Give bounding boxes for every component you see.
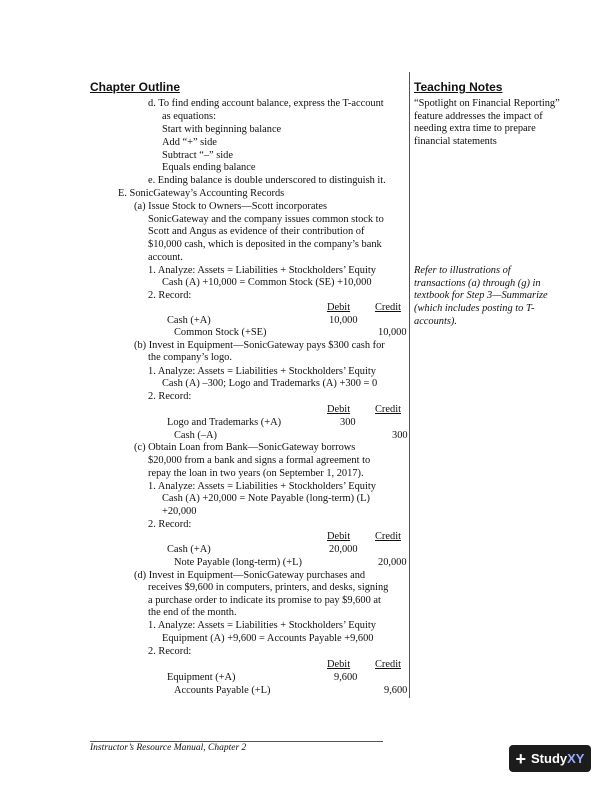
footer-rule (90, 741, 383, 742)
transaction-d-title: (d) Invest in Equipment—SonicGateway purchases and (134, 570, 366, 581)
debit-header: Debit (327, 302, 351, 313)
record-step: 2. Record: (148, 646, 192, 657)
analyze-step: 1. Analyze: Assets = Liabilities + Stockholders’ Equity (148, 366, 376, 377)
footer-text: Instructor’s Resource Manual, Chapter 2 (90, 743, 247, 753)
journal-credit-account: Accounts Payable (+L) (174, 685, 271, 696)
record-step: 2. Record: (148, 391, 192, 402)
analyze-equation: Equipment (A) +9,600 = Accounts Payable +9,600 (162, 633, 374, 644)
transaction-b-title: (b) Invest in Equipment—SonicGateway pays $300 cash for (134, 340, 385, 351)
analyze-equation: Cash (A) +20,000 = Note Payable (long-term) (L) (162, 493, 370, 504)
outline-text: Start with beginning balance (162, 124, 282, 135)
plus-icon: + (515, 748, 527, 769)
outline-text: receives $9,600 in computers, printers, and desks, signing (148, 582, 389, 593)
journal-debit-account: Logo and Trademarks (+A) (167, 417, 282, 428)
credit-header: Credit (375, 404, 401, 415)
journal-credit-amount: 300 (392, 430, 408, 441)
outline-text: a purchase order to indicate its promise to pay $9,600 at (148, 595, 381, 606)
debit-header: Debit (327, 404, 351, 415)
outline-text: $10,000 cash, which is deposited in the company’s bank (148, 239, 382, 250)
journal-debit-amount: 20,000 (329, 544, 358, 555)
teaching-note-spotlight: “Spotlight on Financial Reporting” feature addresses the impact of needing extra time to prepare financial statements (414, 98, 560, 148)
record-step: 2. Record: (148, 290, 192, 301)
analyze-equation: +20,000 (162, 506, 197, 517)
outline-text: the company’s logo. (148, 352, 232, 363)
credit-header: Credit (375, 302, 401, 313)
studyxy-logo[interactable] (509, 745, 591, 772)
journal-debit-account: Equipment (+A) (167, 672, 236, 683)
transaction-a-title: (a) Issue Stock to Owners—Scott incorporates (134, 201, 328, 212)
journal-debit-amount: 300 (340, 417, 356, 428)
journal-debit-account: Cash (+A) (167, 315, 211, 326)
analyze-step: 1. Analyze: Assets = Liabilities + Stockholders’ Equity (148, 481, 376, 492)
outline-item-d: d. To find ending account balance, express the T-account (148, 98, 384, 109)
outline-text: the end of the month. (148, 607, 237, 618)
journal-credit-amount: 10,000 (378, 327, 407, 338)
analyze-equation: Cash (A) –300; Logo and Trademarks (A) +300 = 0 (162, 378, 378, 389)
credit-header: Credit (375, 531, 401, 542)
analyze-step: 1. Analyze: Assets = Liabilities + Stockholders’ Equity (148, 265, 376, 276)
journal-credit-account: Common Stock (+SE) (174, 327, 267, 338)
outline-text: as equations: (162, 111, 216, 122)
column-divider (409, 72, 410, 698)
journal-debit-amount: 10,000 (329, 315, 358, 326)
outline-text: SonicGateway and the company issues common stock to (148, 214, 384, 225)
journal-debit-amount: 9,600 (334, 672, 358, 683)
outline-text: Scott and Angus as evidence of their contribution of (148, 226, 365, 237)
debit-header: Debit (327, 531, 351, 542)
journal-credit-account: Cash (–A) (174, 430, 217, 441)
chapter-outline-heading: Chapter Outline (90, 80, 181, 94)
journal-credit-account: Note Payable (long-term) (+L) (174, 557, 302, 568)
outline-text: account. (148, 252, 183, 263)
outline-item-e: e. Ending balance is double underscored to distinguish it. (148, 175, 386, 186)
analyze-step: 1. Analyze: Assets = Liabilities + Stockholders’ Equity (148, 620, 376, 631)
journal-debit-account: Cash (+A) (167, 544, 211, 555)
teaching-notes-heading: Teaching Notes (414, 80, 503, 94)
analyze-equation: Cash (A) +10,000 = Common Stock (SE) +10,000 (162, 277, 372, 288)
transaction-c-title: (c) Obtain Loan from Bank—SonicGateway borrows (134, 442, 356, 453)
debit-header: Debit (327, 659, 351, 670)
teaching-note-illustrations: Refer to illustrations of transactions (a) through (g) in textbook for Step 3—Summarize (which includes posting to T-accounts). (414, 265, 548, 327)
record-step: 2. Record: (148, 519, 192, 530)
logo-word-xy: XY (567, 750, 585, 766)
outline-text: repay the loan in two years (on September 1, 2017). (148, 468, 364, 479)
outline-text: Add “+” side (162, 137, 217, 148)
journal-credit-amount: 20,000 (378, 557, 407, 568)
journal-credit-amount: 9,600 (384, 685, 408, 696)
credit-header: Credit (375, 659, 401, 670)
outline-section-e: E. SonicGateway’s Accounting Records (118, 188, 285, 199)
logo-word-study: Study (531, 750, 568, 766)
outline-text: $20,000 from a bank and signs a formal agreement to (148, 455, 371, 466)
outline-text: Subtract “–” side (162, 150, 233, 161)
outline-text: Equals ending balance (162, 162, 256, 173)
